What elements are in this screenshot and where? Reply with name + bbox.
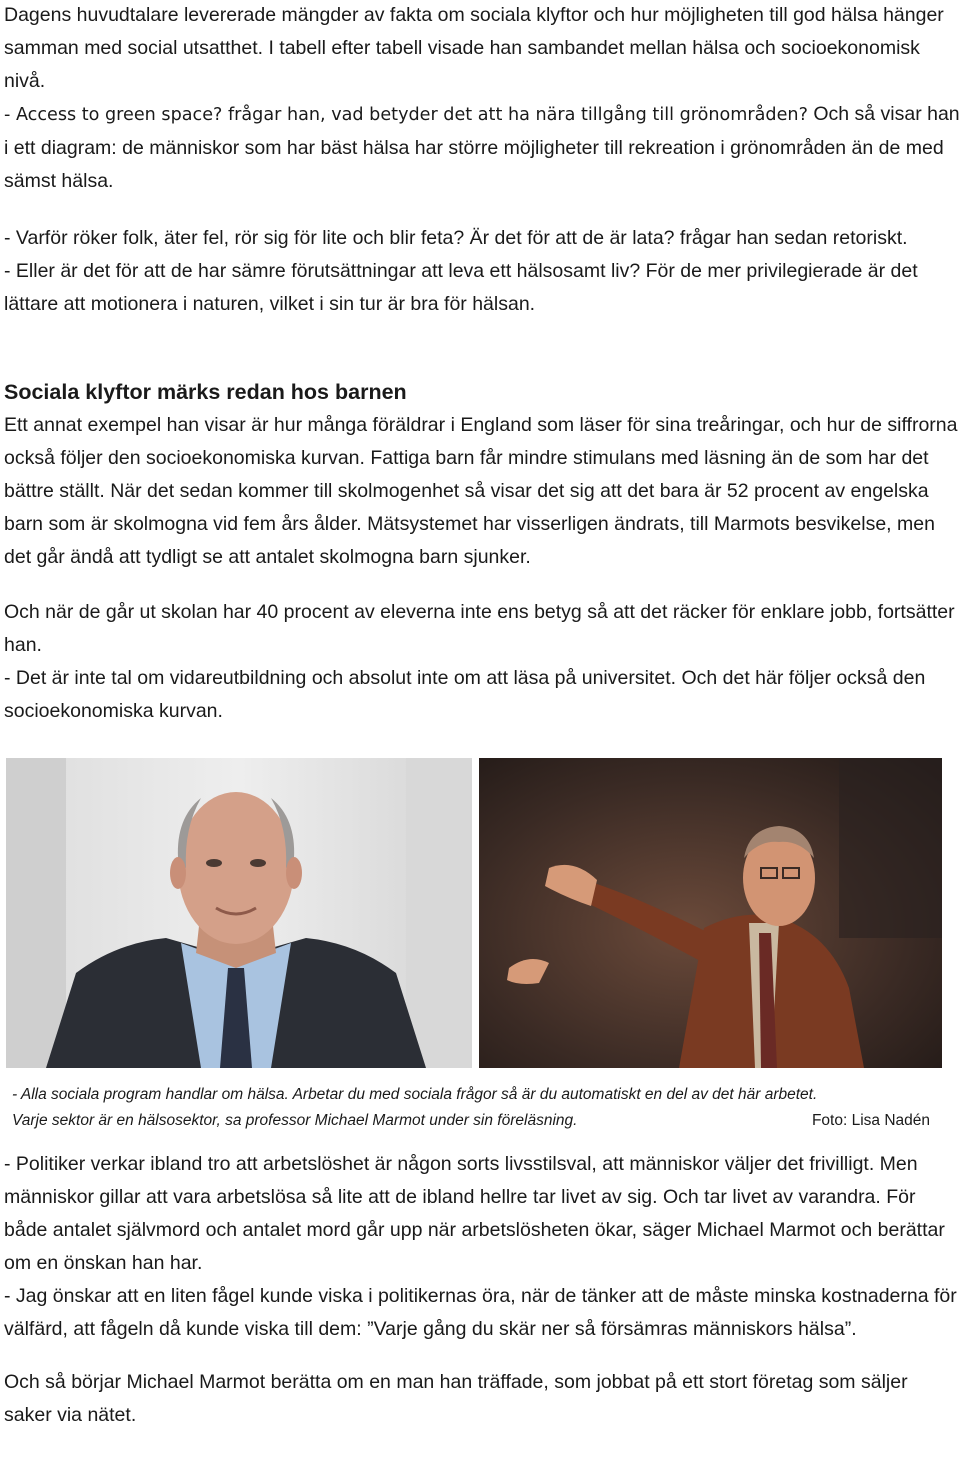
paragraph: Och när de går ut skolan har 40 procent av eleverna inte ens betyg så att det räcker för enklare jobb, fortsätter han.	[4, 601, 955, 656]
paragraph: - Politiker verkar ibland tro att arbetslöshet är någon sorts livsstilsval, att människor väljer det frivilligt. Men människor gillar att vara arbetslösa så lite att de ibland hellre tar livet av sig. Och tar livet av varandra. För både antalet självmord och antalet mord går upp när arbetslösheten ökar, säger Michael Marmot och berättar om en önskan han har.	[4, 1153, 945, 1274]
paragraph: - Jag önskar att en liten fågel kunde viska i politikernas öra, när de tänker att de måste minska kostnaderna för välfärd, att fågeln då kunde viska till dem: ”Varje gång du skär ner så försämras människors hälsa”.	[4, 1285, 957, 1340]
paragraph	[4, 98, 960, 198]
caption-line: - Alla sociala program handlar om hälsa. Arbetar du med sociala frågor så är du automatiskt en del av det här arbetet.	[12, 1086, 818, 1103]
caption-line: Varje sektor är en hälsosektor, sa professor Michael Marmot under sin föreläsning.	[12, 1112, 578, 1129]
photo-caption	[12, 1082, 938, 1134]
photo-credit: Foto: Lisa Nadén	[811, 1112, 930, 1129]
paragraph: - Det är inte tal om vidareutbildning och absolut inte om att läsa på universitet. Och det här följer också den socioekonomiska kurvan.	[4, 667, 926, 722]
quote-text: - Access to green space? frågar han, vad betyder det att ha nära tillgång till grönområden?	[4, 105, 808, 125]
paragraph: Och så börjar Michael Marmot berätta om en man han träffade, som jobbat på ett stort företag som säljer saker via nätet.	[4, 1371, 908, 1426]
paragraph: - Eller är det för att de har sämre förutsättningar att leva ett hälsosamt liv? För de mer privilegierade är det lättare att motionera i naturen, vilket i sin tur är bra för hälsan.	[4, 260, 918, 315]
paragraph-text: Och så visar han i ett diagram: de människor som har bäst hälsa har större möjligheter till rekreation i grönområden än de med sämst hälsa.	[4, 103, 960, 192]
intro-text	[4, 0, 960, 321]
paragraph: - Varför röker folk, äter fel, rör sig för lite och blir feta? Är det för att de är lata? frågar han sedan retoriskt.	[4, 227, 908, 249]
paragraph: Ett annat exempel han visar är hur många föräldrar i England som läser för sina treåringar, och hur de siffrorna också följer den socioekonomiska kurvan. Fattiga barn får mindre stimulans med läsning än de som har det bättre ställt. När det sedan kommer till skolmogenhet så visar det sig att det bara är 52 procent av engelska barn som är skolmogna vid fem års ålder. Mätsystemet har visserligen ändrats, till Marmots besvikelse, men det går ändå att tydligt se att antalet skolmogna barn sjunker.	[4, 414, 958, 568]
portrait-photo	[6, 758, 472, 1068]
closing-text	[4, 1148, 960, 1432]
section-heading: Sociala klyftor märks redan hos barnen	[4, 380, 407, 404]
section-body	[4, 409, 960, 728]
paragraph: Dagens huvudtalare levererade mängder av fakta om sociala klyftor och hur möjligheten till god hälsa hänger samman med social utsatthet. I tabell efter tabell visade han sambandet mellan hälsa och socioekonomisk nivå.	[4, 4, 944, 92]
speaker-photo	[479, 758, 942, 1068]
